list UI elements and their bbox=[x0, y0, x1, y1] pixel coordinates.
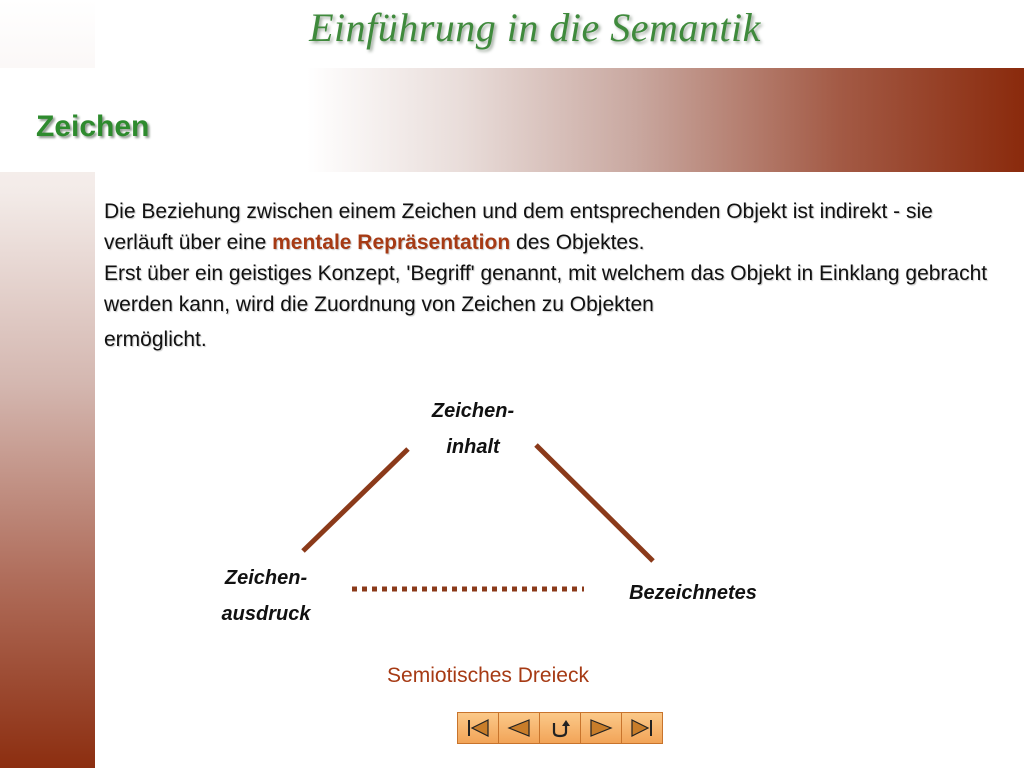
paragraph-1-start: Die Beziehung zwischen einem Zeichen und dem entsprechenden Objekt ist indirekt - sie verläuft über eine bbox=[104, 200, 933, 254]
paragraph-2: Erst über ein geistiges Konzept, 'Begriff' genannt, mit welchem das Objekt in Einklang gebracht werden kann, wird die Zuordnung von Zeichen zu Objekten bbox=[104, 262, 988, 316]
next-icon bbox=[588, 718, 614, 738]
paragraph-2-end: ermöglicht. bbox=[104, 328, 207, 351]
node-left-line1: Zeichen- bbox=[224, 567, 308, 589]
last-slide-button[interactable] bbox=[622, 713, 662, 743]
navigation-bar bbox=[457, 712, 663, 744]
return-icon bbox=[547, 718, 573, 738]
node-top-line1: Zeichen- bbox=[431, 400, 515, 422]
edge-left bbox=[303, 449, 408, 551]
node-bezeichnetes: Bezeichnetes bbox=[629, 582, 757, 604]
node-zeichenausdruck bbox=[196, 560, 336, 632]
previous-slide-button[interactable] bbox=[499, 713, 540, 743]
header-title: Einführung in die Semantik bbox=[309, 5, 761, 50]
highlight-term: mentale Repräsentation bbox=[272, 231, 511, 254]
edge-right bbox=[536, 445, 653, 561]
first-slide-button[interactable] bbox=[458, 713, 499, 743]
node-left-line2: ausdruck bbox=[221, 603, 311, 625]
first-icon bbox=[465, 718, 491, 738]
paragraph-1-end: des Objektes. bbox=[510, 231, 645, 254]
node-zeicheninhalt bbox=[400, 393, 546, 465]
page-title: Zeichen bbox=[36, 110, 150, 143]
next-slide-button[interactable] bbox=[581, 713, 622, 743]
return-button[interactable] bbox=[540, 713, 581, 743]
node-top-line2: inhalt bbox=[446, 436, 500, 458]
previous-icon bbox=[506, 718, 532, 738]
last-icon bbox=[629, 718, 655, 738]
diagram-caption: Semiotisches Dreieck bbox=[387, 664, 589, 687]
